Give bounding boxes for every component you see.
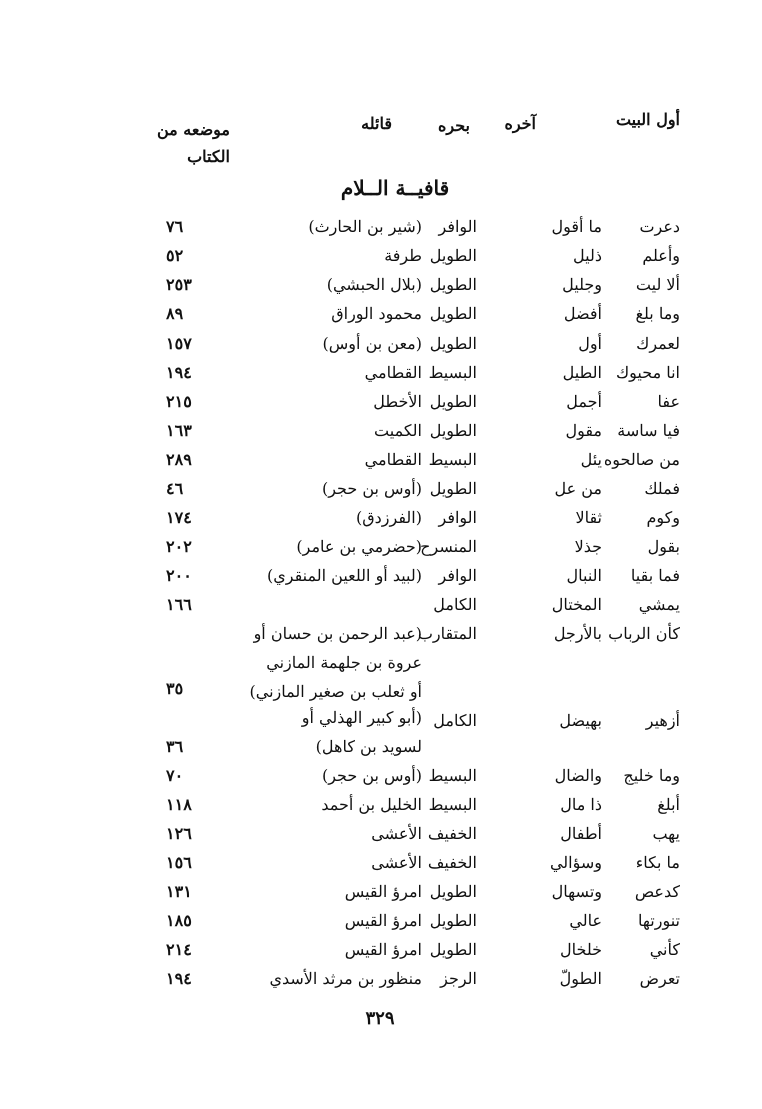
cell-last: مقول (565, 421, 602, 440)
cell-first: ألا ليت (635, 275, 680, 294)
cell-meter: الوافر (438, 508, 477, 527)
header-first-verse: أول البيت (615, 110, 680, 129)
header-meter: بحره (438, 116, 470, 135)
cell-last: أول (578, 334, 602, 353)
cell-meter: البسيط (428, 450, 477, 469)
cell-poet: (شير بن الحارث) (308, 217, 422, 236)
cell-page: ٢١٤ (166, 940, 192, 959)
cell-poet: (معن بن أوس) (322, 334, 422, 353)
cell-meter: الطويل (429, 940, 477, 959)
cell-first: فملك (644, 479, 680, 498)
cell-first: يمشي (638, 595, 680, 614)
cell-page: ١٦٦ (166, 595, 192, 614)
cell-first: تعرض (639, 969, 680, 988)
cell-poet: الكميت (374, 421, 422, 440)
cell-poet: امرؤ القيس (344, 940, 422, 959)
cell-first: بقول (647, 537, 680, 556)
cell-page: ٣٥ (166, 679, 184, 698)
cell-page: ٢٠٠ (166, 566, 192, 585)
cell-first: كدعص (634, 882, 680, 901)
cell-meter: الوافر (438, 566, 477, 585)
cell-last: ذليل (573, 246, 602, 265)
cell-meter: البسيط (428, 363, 477, 382)
cell-meter: الوافر (438, 217, 477, 236)
cell-page: ١٥٧ (166, 334, 192, 353)
cell-first: دعرت (639, 217, 680, 236)
cell-poet: (أوس بن حجر) (321, 479, 422, 498)
cell-first: كأني (649, 940, 680, 959)
cell-poet: لسويد بن كاهل) (315, 737, 422, 756)
cell-meter: الطويل (429, 246, 477, 265)
cell-first: تنورتها (638, 911, 680, 930)
cell-meter: الطويل (429, 911, 477, 930)
cell-poet: امرؤ القيس (344, 882, 422, 901)
cell-poet: الأعشى (371, 824, 422, 843)
cell-poet: أو ثعلب بن صغير المازني) (249, 682, 422, 701)
cell-meter: الرجز (440, 969, 477, 988)
cell-first: يهب (652, 824, 680, 843)
cell-poet: (أبو كبير الهذلي أو (301, 708, 422, 727)
cell-last: المختال (551, 595, 602, 614)
cell-last: جذلا (574, 537, 602, 556)
cell-poet: (الفرزدق) (356, 508, 422, 527)
cell-page: ١٦٣ (166, 421, 192, 440)
cell-first: لعمرك (636, 334, 680, 353)
cell-last: وسؤالي (549, 853, 602, 872)
cell-meter: الطويل (429, 479, 477, 498)
cell-meter: الطويل (429, 334, 477, 353)
cell-meter: الكامل (433, 711, 477, 730)
cell-first: فيا ساسة (617, 421, 680, 440)
cell-poet: (بلال الحبشي) (326, 275, 422, 294)
cell-last: ما أقول (551, 217, 602, 236)
cell-poet: الأعشى (371, 853, 422, 872)
cell-last: أفضل (563, 304, 602, 323)
cell-last: وجليل (562, 275, 602, 294)
header-place-in-book: موضعه من الكتاب (156, 120, 230, 166)
cell-page: ٧٠ (166, 766, 184, 785)
cell-page: ١٥٦ (166, 853, 192, 872)
cell-meter: الطويل (429, 392, 477, 411)
cell-poet: القطامي (364, 363, 422, 382)
cell-first: فما بقيا (630, 566, 680, 585)
cell-page: ٢٥٣ (166, 275, 192, 294)
cell-last: الطولّ (559, 969, 602, 988)
cell-page: ١٢٦ (166, 824, 192, 843)
cell-page: ٢٨٩ (166, 450, 192, 469)
cell-poet: الخليل بن أحمد (321, 795, 422, 814)
cell-meter: الطويل (429, 275, 477, 294)
section-title: قافيــة الــلام (340, 176, 450, 200)
cell-poet: طرفة (384, 246, 422, 265)
cell-last: بهيضل (559, 711, 602, 730)
cell-poet: القطامي (364, 450, 422, 469)
cell-first: وكوم (646, 508, 680, 527)
cell-poet: الأخطل (373, 392, 422, 411)
cell-last: والضال (554, 766, 602, 785)
cell-meter: المنسرح (420, 537, 477, 556)
cell-last: من عل (554, 479, 602, 498)
cell-last: خلخال (559, 940, 602, 959)
cell-meter: الطويل (429, 882, 477, 901)
cell-page: ٨٩ (166, 304, 184, 323)
cell-meter: الخفيف (427, 853, 477, 872)
cell-page: ٥٢ (166, 246, 184, 265)
cell-last: عالي (569, 911, 602, 930)
cell-poet: (عبد الرحمن بن حسان أو (253, 624, 422, 643)
cell-page: ١٩٤ (166, 363, 192, 382)
cell-meter: الكامل (433, 595, 477, 614)
cell-last: يئل (580, 450, 602, 469)
cell-last: الطيل (562, 363, 602, 382)
cell-poet: (حضرمي بن عامر) (296, 537, 422, 556)
header-verse-end: آخره (504, 114, 536, 133)
cell-meter: المتقارب (417, 624, 477, 643)
page-number: ٣٢٩ (365, 1008, 395, 1029)
header-poet: قائله (361, 114, 392, 133)
cell-page: ٧٦ (166, 217, 184, 236)
cell-page: ١٨٥ (166, 911, 192, 930)
cell-page: ١٣١ (166, 882, 192, 901)
cell-first: كأن الرباب (608, 624, 680, 643)
cell-poet: محمود الوراق (331, 304, 422, 323)
cell-meter: البسيط (428, 795, 477, 814)
cell-first: أزهير (645, 711, 680, 730)
cell-first: عفا (657, 392, 680, 411)
cell-first: انا محيوك (615, 363, 680, 382)
cell-poet: منظور بن مرثد الأسدي (269, 969, 422, 988)
cell-last: أطفال (560, 824, 602, 843)
cell-page: ١٧٤ (166, 508, 192, 527)
cell-first: وما بلغ (635, 304, 680, 323)
cell-page: ١١٨ (166, 795, 192, 814)
cell-page: ٢٠٢ (166, 537, 192, 556)
cell-meter: الخفيف (427, 824, 477, 843)
cell-last: ذا مال (560, 795, 602, 814)
cell-meter: الطويل (429, 304, 477, 323)
cell-page: ٣٦ (166, 737, 184, 756)
cell-last: ثقالا (575, 508, 602, 527)
cell-first: أبلغ (657, 795, 680, 814)
cell-first: من صالحوه (603, 450, 680, 469)
cell-last: أجمل (566, 392, 602, 411)
cell-poet: عروة بن جلهمة المازني (266, 653, 422, 672)
cell-poet: (أوس بن حجر) (321, 766, 422, 785)
cell-first: وما خليج (623, 766, 680, 785)
cell-page: ١٩٤ (166, 969, 192, 988)
cell-first: ما بكاء (635, 853, 680, 872)
cell-poet: (لبيد أو اللعين المنقري) (266, 566, 422, 585)
cell-last: وتسهال (551, 882, 602, 901)
cell-meter: البسيط (428, 766, 477, 785)
cell-first: وأعلم (642, 246, 680, 265)
cell-page: ٢١٥ (166, 392, 192, 411)
cell-poet: امرؤ القيس (344, 911, 422, 930)
cell-last: بالأرجل (553, 624, 602, 643)
cell-last: النبال (566, 566, 602, 585)
cell-page: ٤٦ (166, 479, 184, 498)
cell-meter: الطويل (429, 421, 477, 440)
